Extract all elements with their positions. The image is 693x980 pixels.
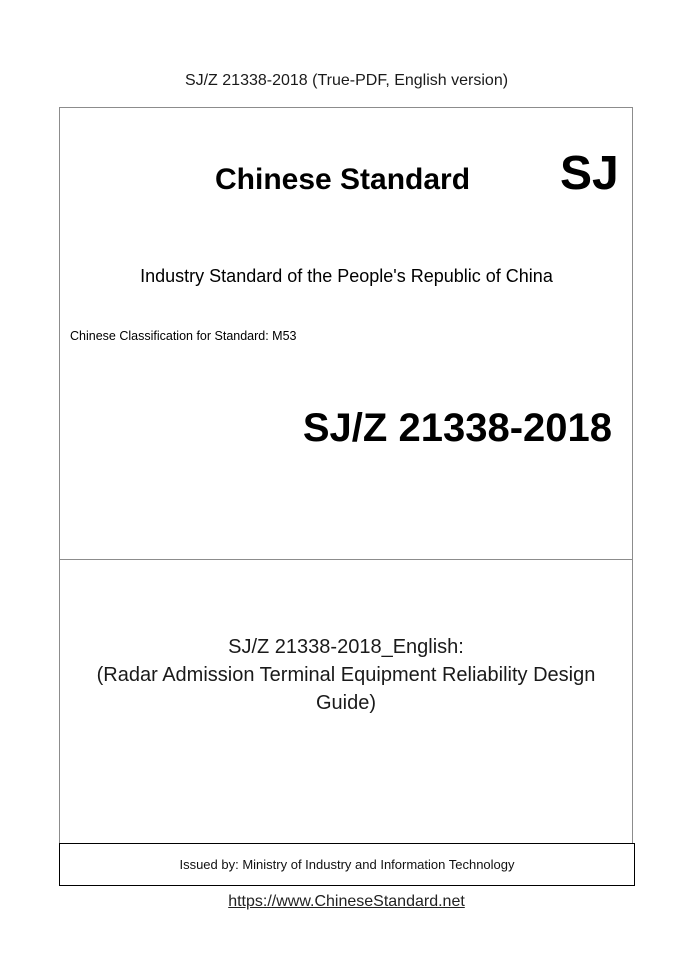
cover-title: Chinese Standard [215, 163, 471, 196]
standard-number: SJ/Z 21338-2018 [302, 406, 612, 450]
issuer-box [59, 843, 635, 886]
english-title [59, 633, 633, 717]
english-title-line: (Radar Admission Terminal Equipment Reliability Design [96, 664, 596, 686]
classification-text: Chinese Classification for Standard: M53 [70, 329, 297, 343]
issuer-text: Issued by: Ministry of Industry and Information Technology [179, 857, 515, 872]
page-header: SJ/Z 21338-2018 (True-PDF, English version) [184, 72, 509, 89]
cover-subtitle: Industry Standard of the People's Republic of China [140, 266, 553, 286]
english-title-line: Guide) [315, 692, 377, 714]
footer [0, 891, 693, 913]
english-title-line: SJ/Z 21338-2018_English: [228, 636, 464, 658]
website-link[interactable]: https://www.ChineseStandard.net [228, 893, 465, 910]
standard-code-mark: SJ [560, 147, 619, 200]
